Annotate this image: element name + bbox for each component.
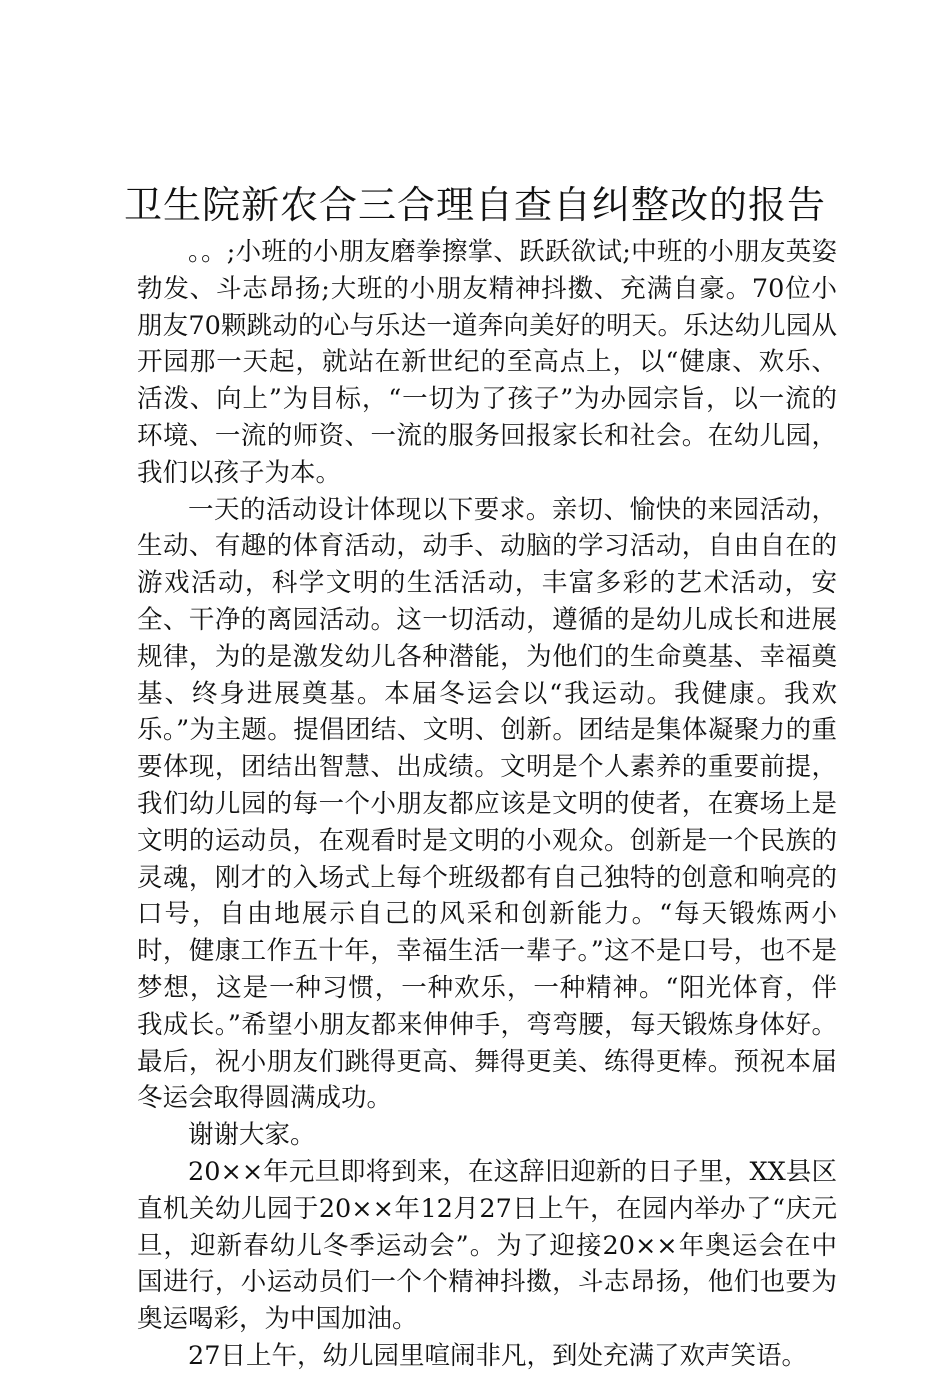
paragraph-1: 。。;小班的小朋友磨拳擦掌、跃跃欲试;中班的小朋友英姿勃发、斗志昂扬;大班的小朋友精神抖擞、充满自豪。70位小朋友70颗跳动的心与乐达一道奔向美好的明天。乐达幼儿园从开园那一天起，就站在新世纪的至高点上，以“健康、欢乐、活泼、向上”为目标，“一切为了孩子”为办园宗旨，以一流的环境、一流的师资、一流的服务回报家长和社会。在幼儿园，我们以孩子为本。 [137, 237, 837, 488]
paragraph-2: 一天的活动设计体现以下要求。亲切、愉快的来园活动，生动、有趣的体育活动，动手、动脑的学习活动，自由自在的游戏活动，科学文明的生活活动，丰富多彩的艺术活动，安全、干净的离园活动。这一切活动，遵循的是幼儿成长和进展规律，为的是激发幼儿各种潜能，为他们的生命奠基、幸福奠基、终身进展奠基。本届冬运会以“我运动。我健康。我欢乐。”为主题。提倡团结、文明、创新。团结是集体凝聚力的重要体现，团结出智慧、出成绩。文明是个人素养的重要前提，我们幼儿园的每一个小朋友都应该是文明的使者，在赛场上是文明的运动员，在观看时是文明的小观众。创新是一个民族的灵魂，刚才的入场式上每个班级都有自己独特的创意和响亮的口号，自由地展示自己的风采和创新能力。“每天锻炼两小时，健康工作五十年，幸福生活一辈子。”这不是口号，也不是梦想，这是一种习惯，一种欢乐，一种精神。“阳光体育，伴我成长。”希望小朋友都来伸伸手，弯弯腰，每天锻炼身体好。最后，祝小朋友们跳得更高、舞得更美、练得更棒。预祝本届冬运会取得圆满成功。 [137, 494, 837, 1114]
document-body [137, 234, 837, 1375]
document-title: 卫生院新农合三合理自查自纠整改的报告 [123, 183, 826, 227]
paragraph-5: 27日上午，幼儿园里喧闹非凡，到处充满了欢声笑语。 [188, 1340, 807, 1371]
paragraph-4: 20××年元旦即将到来，在这辞旧迎新的日子里，XX县区直机关幼儿园于20××年12月27日上午，在园内举办了“庆元旦，迎新春幼儿冬季运动会”。为了迎接20××年奥运会在中国进行，小运动员们一个个精神抖擞，斗志昂扬，他们也要为奥运喝彩，为中国加油。 [137, 1156, 837, 1335]
paragraph-3: 谢谢大家。 [188, 1120, 316, 1151]
